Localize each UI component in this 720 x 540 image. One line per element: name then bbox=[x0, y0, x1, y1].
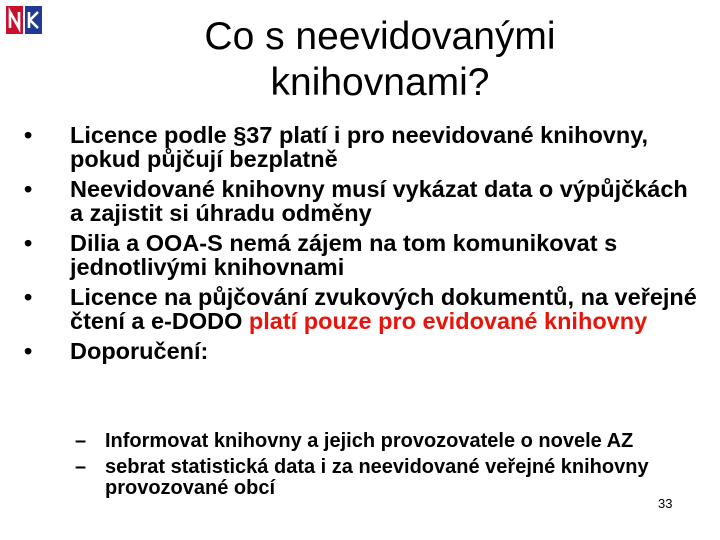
bullet-item bbox=[0, 123, 700, 171]
sub-bullet-text: sebrat statistická data i za neevidované veřejné knihovny provozované obcí bbox=[105, 455, 649, 499]
bullet-list bbox=[0, 123, 700, 369]
slide-number: 33 bbox=[658, 496, 673, 511]
bullet-text: Doporučení: bbox=[70, 338, 209, 364]
bullet-text: Neevidované knihovny musí vykázat data o výpůjčkách a zajistit si úhradu odměny bbox=[70, 176, 688, 226]
bullet-item bbox=[0, 285, 700, 333]
sub-bullet-item bbox=[0, 431, 700, 453]
bullet-dot: • bbox=[24, 176, 33, 202]
bullet-item bbox=[0, 231, 700, 279]
bullet-dot: • bbox=[24, 230, 33, 256]
sub-bullet-dash: – bbox=[75, 455, 87, 478]
bullet-dot: • bbox=[24, 338, 33, 364]
bullet-highlight-text: platí pouze pro evidované knihovny bbox=[248, 308, 648, 334]
bullet-dot: • bbox=[24, 122, 33, 148]
sub-bullet-dash: – bbox=[75, 430, 87, 452]
bullet-text: Dilia a OOA-S nemá zájem na tom komunikovat s jednotlivými knihovnami bbox=[70, 230, 618, 280]
sub-bullet-list bbox=[0, 431, 700, 504]
slide-title-line1: Co s neevidovanými bbox=[204, 15, 556, 58]
bullet-item bbox=[0, 339, 700, 363]
nk-logo-icon bbox=[6, 6, 42, 34]
bullet-item bbox=[0, 177, 700, 225]
sub-bullet-text: Informovat knihovny a jejich provozovatele o novele AZ bbox=[105, 430, 634, 452]
slide-title-line2: knihovnami? bbox=[270, 61, 490, 104]
bullet-text: Licence podle §37 platí i pro neevidované knihovny, pokud půjčují bezplatně bbox=[70, 122, 649, 172]
bullet-dot: • bbox=[24, 284, 33, 310]
slide-title bbox=[100, 14, 660, 106]
sub-bullet-item bbox=[0, 457, 700, 500]
bullet-text: Licence na půjčování zvukových dokumentů, na veřejné čtení a e-DODO bbox=[70, 284, 697, 334]
